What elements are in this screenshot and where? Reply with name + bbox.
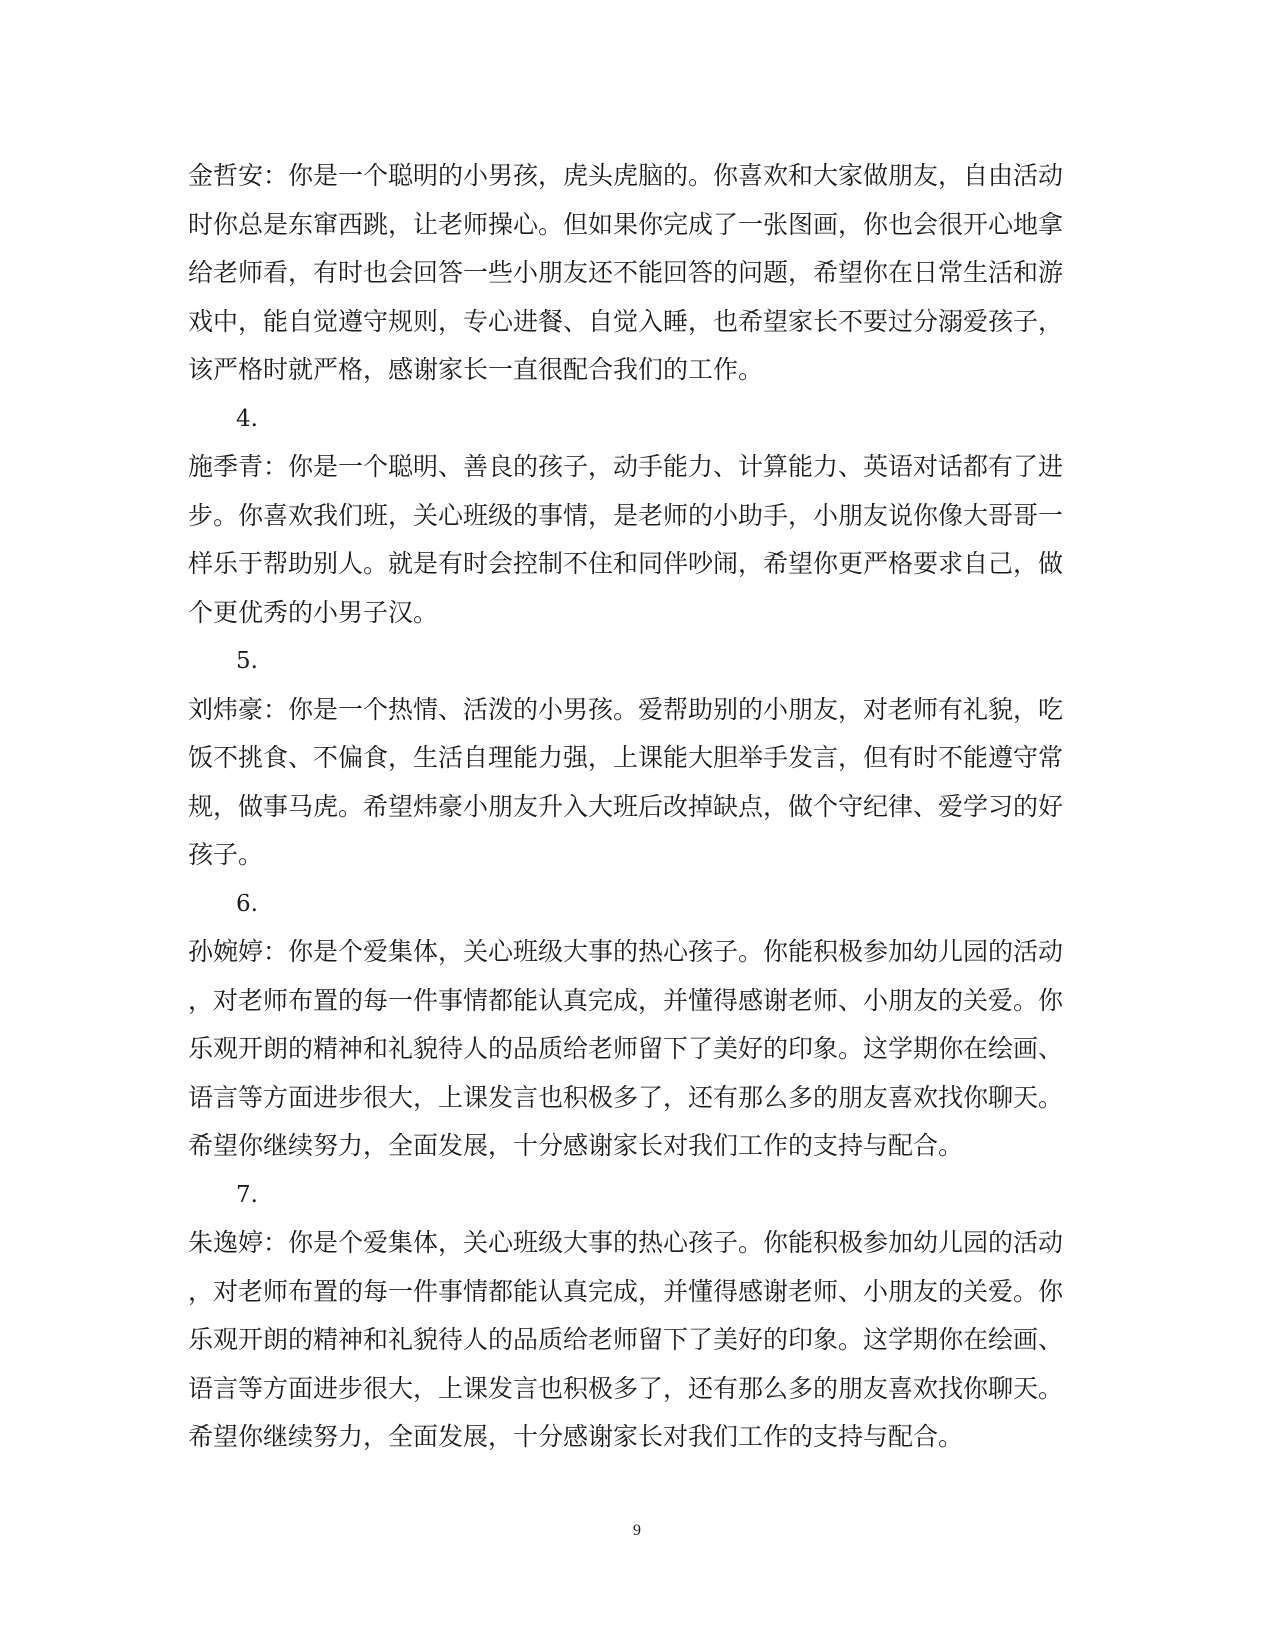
text-line: 刘炜豪：你是一个热情、活泼的小男孩。爱帮助别的小朋友，对老师有礼貌，吃 [188,694,1064,724]
text-line: 孩子。 [188,840,264,869]
paragraph-shi-jiqing [188,443,1088,637]
paragraph-sun-wanting [188,928,1088,1171]
item-number-6: 6. [236,890,258,917]
text-line: 样乐于帮助别人。就是有时会控制不住和同伴吵闹，希望你更严格要求自己，做 [188,549,1064,578]
document-page [188,152,1088,1462]
item-number-7: 7. [236,1181,258,1208]
paragraph-zhu-yiting [188,1219,1088,1462]
text-line: ，对老师布置的每一件事情都能认真完成，并懂得感谢老师、小朋友的关爱。你 [188,1276,1064,1306]
text-line: 步。你喜欢我们班，关心班级的事情，是老师的小助手，小朋友说你像大哥哥一 [188,500,1064,530]
item-number-4: 4. [236,405,258,432]
item-number-5: 5. [236,648,258,674]
text-line: 孙婉婷：你是个爱集体，关心班级大事的热心孩子。你能积极参加幼儿园的活动 [188,937,1064,966]
text-line: 该严格时就严格，感谢家长一直很配合我们的工作。 [188,355,764,384]
text-line: 金哲安：你是一个聪明的小男孩，虎头虎脑的。你喜欢和大家做朋友，自由活动 [188,161,1064,190]
text-line: 时你总是东窜西跳，让老师操心。但如果你完成了一张图画，你也会很开心地拿 [188,209,1064,239]
text-line: 语言等方面进步很大，上课发言也积极多了，还有那么多的朋友喜欢找你聊天。 [188,1373,1064,1403]
text-line: 戏中，能自觉遵守规则，专心进餐、自觉入睡，也希望家长不要过分溺爱孩子， [188,306,1064,336]
text-line: 朱逸婷：你是个爱集体，关心班级大事的热心孩子。你能积极参加幼儿园的活动 [188,1228,1064,1257]
text-line: 规，做事马虎。希望炜豪小朋友升入大班后改掉缺点，做个守纪律、爱学习的好 [188,791,1064,821]
text-line: 乐观开朗的精神和礼貌待人的品质给老师留下了美好的印象。这学期你在绘画、 [188,1034,1064,1063]
text-line: 语言等方面进步很大，上课发言也积极多了，还有那么多的朋友喜欢找你聊天。 [188,1082,1064,1112]
text-line: 给老师看，有时也会回答一些小朋友还不能回答的问题，希望你在日常生活和游 [188,258,1064,287]
text-line: 个更优秀的小男子汉。 [188,597,439,627]
text-line: 乐观开朗的精神和礼貌待人的品质给老师留下了美好的印象。这学期你在绘画、 [188,1325,1064,1354]
text-line: 希望你继续努力，全面发展，十分感谢家长对我们工作的支持与配合。 [188,1131,964,1160]
text-line: 饭不挑食、不偏食，生活自理能力强，上课能大胆举手发言，但有时不能遵守常 [188,743,1064,772]
text-line: ，对老师布置的每一件事情都能认真完成，并懂得感谢老师、小朋友的关爱。你 [188,985,1064,1015]
paragraph-liu-weihao [188,686,1088,880]
page-number: 9 [633,1522,641,1539]
paragraph-jin-zhean [188,152,1088,395]
text-line: 希望你继续努力，全面发展，十分感谢家长对我们工作的支持与配合。 [188,1422,964,1451]
text-line: 施季青：你是一个聪明、善良的孩子，动手能力、计算能力、英语对话都有了进 [188,452,1064,481]
